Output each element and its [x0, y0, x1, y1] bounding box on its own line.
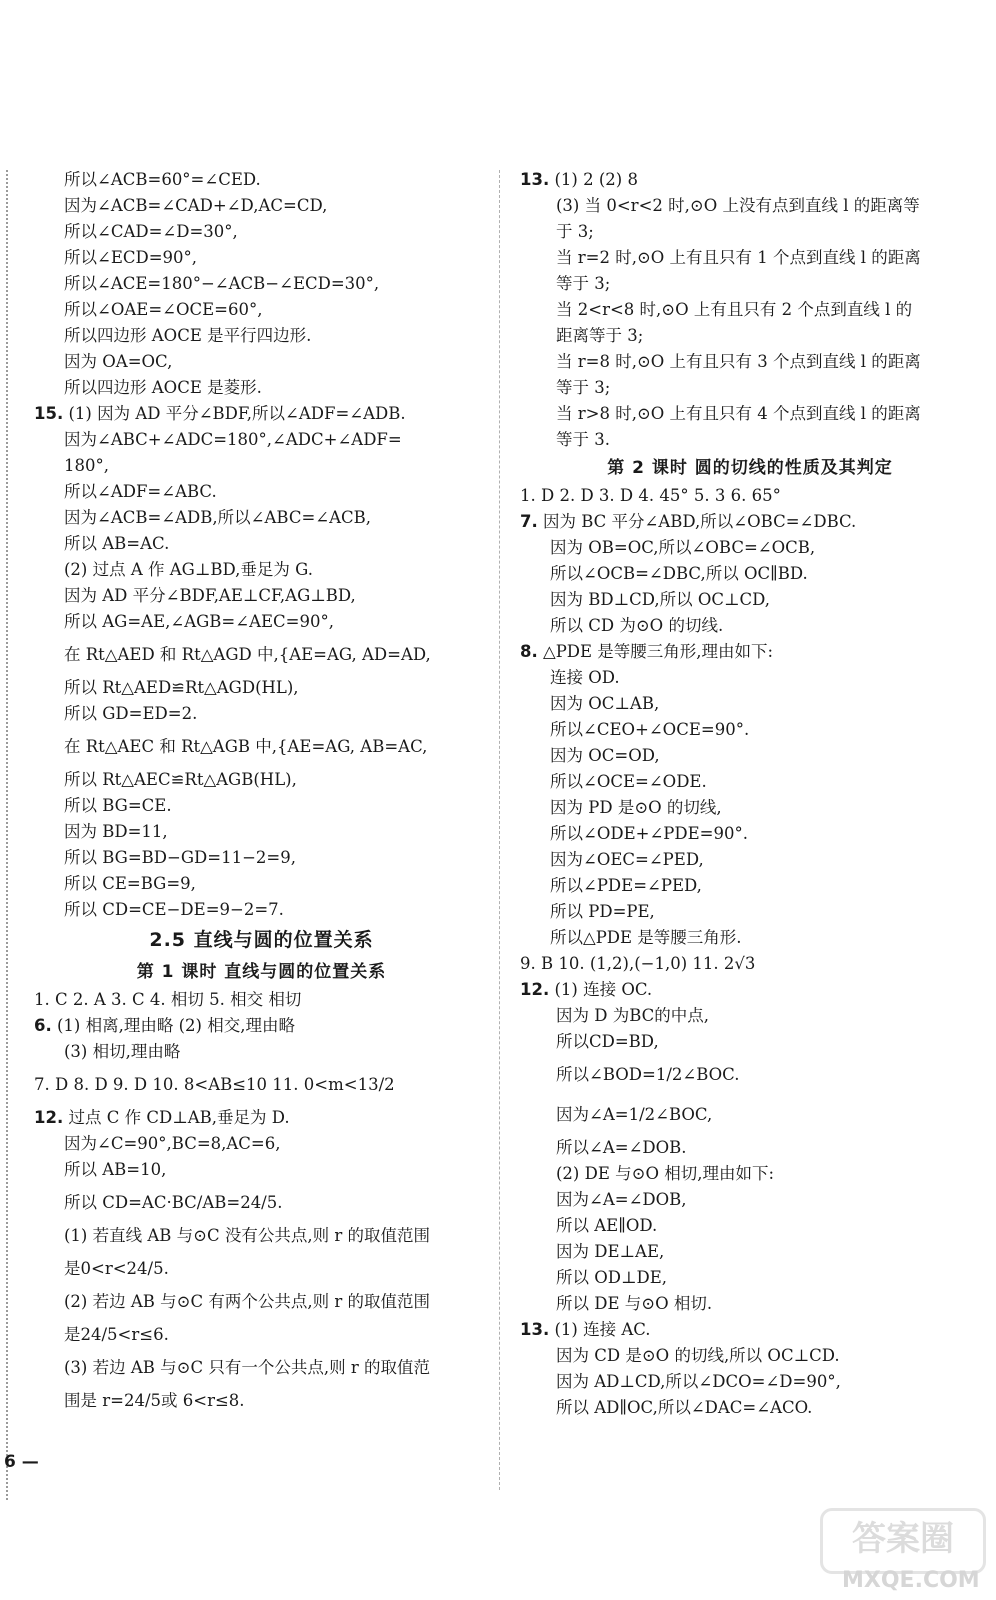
answer-line: [520, 1317, 980, 1343]
answer-line: [520, 1029, 980, 1055]
answer-line: [34, 727, 489, 767]
answer-text: 所以 BG=BD−GD=11−2=9,: [64, 848, 296, 867]
answer-line: [34, 1105, 489, 1131]
answer-line: [520, 691, 980, 717]
page-number: 6 —: [4, 1452, 39, 1472]
answer-line: [34, 675, 489, 701]
question-number: 12.: [520, 980, 550, 999]
answer-text: (3) 当 0<r<2 时,⊙O 上没有点到直线 l 的距离等: [556, 196, 920, 215]
answer-line: [34, 557, 489, 583]
answer-line: [34, 297, 489, 323]
question-number: 12.: [34, 1108, 64, 1127]
answer-text: 因为 CD 是⊙O 的切线,所以 OC⊥CD.: [556, 1346, 840, 1365]
answer-line: [520, 193, 980, 219]
answer-line: [520, 1055, 980, 1095]
answer-line: [34, 1039, 489, 1065]
answer-text: 所以 Rt△AED≌Rt△AGD(HL),: [64, 678, 299, 697]
answer-line: [520, 271, 980, 297]
answer-text: 是24/5<r≤6.: [64, 1325, 169, 1344]
answer-text: 1. C 2. A 3. C 4. 相切 5. 相交 相切: [34, 990, 302, 1009]
answer-text: 等于 3;: [556, 274, 611, 293]
binding-dotted-line: [6, 170, 8, 1500]
answer-text: 所以∠ACE=180°−∠ACB−∠ECD=30°,: [64, 274, 380, 293]
answer-text: 因为 AD⊥CD,所以∠DCO=∠D=90°,: [556, 1372, 841, 1391]
answer-line: [34, 323, 489, 349]
answer-line: [34, 505, 489, 531]
answer-line: [34, 1315, 489, 1355]
answer-text: 围是 r=24/5或 6<r≤8.: [64, 1391, 245, 1410]
answer-line: [520, 847, 980, 873]
answer-line: [520, 795, 980, 821]
answer-text: 所以∠ODE+∠PDE=90°.: [550, 824, 748, 843]
answer-line: [520, 349, 980, 375]
answer-line: [520, 1135, 980, 1161]
answer-line: [520, 401, 980, 427]
answer-text: 所以 CD=AC·BC/AB=24/5.: [64, 1193, 283, 1212]
answer-text: 因为 AD 平分∠BDF,AE⊥CF,AG⊥BD,: [64, 586, 356, 605]
answer-line: [520, 717, 980, 743]
answer-text: 所以 OD⊥DE,: [556, 1268, 668, 1287]
answer-line: [520, 1161, 980, 1187]
answer-line: [520, 587, 980, 613]
answer-line: [34, 219, 489, 245]
answer-text: 在 Rt△AEC 和 Rt△AGB 中,{AE=AG, AB=AC,: [64, 737, 428, 756]
answer-text: (1) 连接 AC.: [554, 1320, 651, 1339]
answer-line: [520, 1187, 980, 1213]
answer-line: [34, 987, 489, 1013]
answer-line: [34, 819, 489, 845]
answer-line: [520, 1291, 980, 1317]
answer-text: 等于 3.: [556, 430, 610, 449]
section-title: 2.5 直线与圆的位置关系: [149, 929, 374, 951]
watermark-logo: 答案圈: [820, 1508, 986, 1574]
answer-text: 所以 AG=AE,∠AGB=∠AEC=90°,: [64, 612, 334, 631]
answer-line: [34, 479, 489, 505]
answer-line: [520, 561, 980, 587]
answer-line: [520, 483, 980, 509]
answer-line: [520, 427, 980, 453]
answer-text: 过点 C 作 CD⊥AB,垂足为 D.: [68, 1108, 290, 1127]
answer-line: [34, 635, 489, 675]
answer-text: (3) 若边 AB 与⊙C 只有一个公共点,则 r 的取值范: [64, 1358, 430, 1377]
answer-text: 所以 AD∥OC,所以∠DAC=∠ACO.: [556, 1398, 813, 1417]
answer-line: [34, 349, 489, 375]
answer-line: [520, 1239, 980, 1265]
answer-line: [34, 1249, 489, 1289]
answer-line: [520, 613, 980, 639]
answer-line: [34, 271, 489, 297]
answer-text: 所以四边形 AOCE 是平行四边形.: [64, 326, 312, 345]
answer-line: [520, 297, 980, 323]
answer-text: 因为∠ACB=∠CAD+∠D,AC=CD,: [64, 196, 328, 215]
answer-text: 在 Rt△AED 和 Rt△AGD 中,{AE=AG, AD=AD,: [64, 645, 431, 664]
answer-text: 所以∠CEO+∠OCE=90°.: [550, 720, 750, 739]
answer-line: [34, 1355, 489, 1381]
answer-text: 因为∠C=90°,BC=8,AC=6,: [64, 1134, 281, 1153]
answer-text: 因为 OC=OD,: [550, 746, 660, 765]
answer-line: [34, 1157, 489, 1183]
answer-line: [34, 375, 489, 401]
answer-line: [520, 899, 980, 925]
answer-line: [520, 821, 980, 847]
answer-line: [34, 845, 489, 871]
answer-text: 所以 AB=AC.: [64, 534, 170, 553]
answer-line: [34, 793, 489, 819]
question-number: 7.: [520, 512, 538, 531]
answer-text: 所以 GD=ED=2.: [64, 704, 198, 723]
answer-text: (1) 若直线 AB 与⊙C 没有公共点,则 r 的取值范围: [64, 1226, 430, 1245]
answer-text: 所以∠ACB=60°=∠CED.: [64, 170, 261, 189]
watermark-url: MXQE.COM: [842, 1568, 980, 1593]
answer-text: 当 r=8 时,⊙O 上有且只有 3 个点到直线 l 的距离: [556, 352, 921, 371]
answer-line: [520, 639, 980, 665]
answer-text: 因为∠A=∠DOB,: [556, 1190, 687, 1209]
answer-line: [34, 1131, 489, 1157]
answer-text: 所以四边形 AOCE 是菱形.: [64, 378, 262, 397]
answer-line: [34, 609, 489, 635]
answer-line: [34, 1065, 489, 1105]
answer-text: 因为∠ACB=∠ADB,所以∠ABC=∠ACB,: [64, 508, 372, 527]
answer-line: [34, 427, 489, 453]
question-number: 15.: [34, 404, 64, 423]
answer-line: [34, 193, 489, 219]
left-column: [34, 167, 489, 1421]
answer-text: (2) 过点 A 作 AG⊥BD,垂足为 G.: [64, 560, 313, 579]
answer-line: [520, 1369, 980, 1395]
answer-text: (3) 相切,理由略: [64, 1042, 181, 1061]
answer-text: 所以∠A=∠DOB.: [556, 1138, 687, 1157]
answer-line: [520, 167, 980, 193]
answer-text: 所以∠ECD=90°,: [64, 248, 198, 267]
answer-line: [34, 1223, 489, 1249]
answer-text: 9. B 10. (1,2),(−1,0) 11. 2√3: [520, 954, 756, 973]
answer-line: [520, 375, 980, 401]
right-column: [520, 167, 980, 1421]
answer-text: 所以CD=BD,: [556, 1032, 659, 1051]
answer-text: 当 2<r<8 时,⊙O 上有且只有 2 个点到直线 l 的: [556, 300, 913, 319]
answer-line: [34, 897, 489, 923]
answer-line: [520, 1343, 980, 1369]
answer-line: [520, 873, 980, 899]
answer-text: 于 3;: [556, 222, 594, 241]
answer-text: 因为 OB=OC,所以∠OBC=∠OCB,: [550, 538, 816, 557]
left-column-lines: [34, 167, 489, 923]
answer-text: 当 r=2 时,⊙O 上有且只有 1 个点到直线 l 的距离: [556, 248, 921, 267]
answer-text: 所以 Rt△AEC≌Rt△AGB(HL),: [64, 770, 297, 789]
answer-line: [34, 531, 489, 557]
answer-text: 当 r>8 时,⊙O 上有且只有 4 个点到直线 l 的距离: [556, 404, 921, 423]
answer-text: 所以 AB=10,: [64, 1160, 167, 1179]
question-number: 6.: [34, 1016, 52, 1035]
question-number: 13.: [520, 170, 550, 189]
answer-line: [34, 767, 489, 793]
answer-line: [520, 769, 980, 795]
answer-line: [520, 1395, 980, 1421]
answer-text: 所以∠OCB=∠DBC,所以 OC∥BD.: [550, 564, 808, 583]
answer-line: [520, 1265, 980, 1291]
answer-line: [520, 535, 980, 561]
answer-text: 所以∠OAE=∠OCE=60°,: [64, 300, 263, 319]
answer-text: 是0<r<24/5.: [64, 1259, 169, 1278]
answer-text: 所以 PD=PE,: [550, 902, 655, 921]
right-column-lines-2: [520, 483, 980, 1421]
answer-text: (1) 2 (2) 8: [554, 170, 638, 189]
answer-text: 连接 OD.: [550, 668, 620, 687]
answer-line: [520, 665, 980, 691]
answer-line: [34, 1013, 489, 1039]
answer-text: 180°,: [64, 456, 109, 475]
answer-text: 所以△PDE 是等腰三角形.: [550, 928, 742, 947]
question-number: 13.: [520, 1320, 550, 1339]
answer-line: [34, 1381, 489, 1421]
answer-line: [520, 323, 980, 349]
answer-text: 所以 CD 为⊙O 的切线.: [550, 616, 724, 635]
answer-text: 因为∠A=1/2∠BOC,: [556, 1105, 713, 1124]
answer-text: 所以∠BOD=1/2∠BOC.: [556, 1065, 740, 1084]
answer-text: 所以 DE 与⊙O 相切.: [556, 1294, 713, 1313]
answer-line: [520, 1213, 980, 1239]
answer-text: 因为 BD=11,: [64, 822, 168, 841]
answer-line: [34, 701, 489, 727]
lesson1-title: 第 1 课时 直线与圆的位置关系: [136, 962, 387, 982]
answer-text: 因为∠OEC=∠PED,: [550, 850, 704, 869]
answer-line: [520, 509, 980, 535]
lesson2-title: 第 2 课时 圆的切线的性质及其判定: [607, 458, 893, 478]
answer-text: 1. D 2. D 3. D 4. 45° 5. 3 6. 65°: [520, 486, 781, 505]
answer-text: 所以 CD=CE−DE=9−2=7.: [64, 900, 284, 919]
answer-text: 因为 D 为BC的中点,: [556, 1006, 710, 1025]
answer-text: (2) 若边 AB 与⊙C 有两个公共点,则 r 的取值范围: [64, 1292, 430, 1311]
answer-text: 因为 OC⊥AB,: [550, 694, 660, 713]
answer-line: [520, 743, 980, 769]
answer-text: (2) DE 与⊙O 相切,理由如下:: [556, 1164, 775, 1183]
answer-line: [520, 977, 980, 1003]
answer-text: 所以∠CAD=∠D=30°,: [64, 222, 238, 241]
answer-line: [34, 1183, 489, 1223]
answer-line: [34, 583, 489, 609]
answer-text: 所以∠OCE=∠ODE.: [550, 772, 707, 791]
answer-line: [34, 1289, 489, 1315]
column-divider: [499, 170, 500, 1490]
left-column-lines-2: [34, 987, 489, 1421]
answer-text: 因为 BC 平分∠ABD,所以∠OBC=∠DBC.: [543, 512, 857, 531]
answer-text: △PDE 是等腰三角形,理由如下:: [543, 642, 774, 661]
answer-text: (1) 连接 OC.: [554, 980, 653, 999]
answer-text: 因为 DE⊥AE,: [556, 1242, 665, 1261]
answer-line: [520, 245, 980, 271]
right-column-lines: [520, 167, 980, 453]
answer-line: [34, 167, 489, 193]
answer-line: [520, 951, 980, 977]
answer-text: 距离等于 3;: [556, 326, 644, 345]
answer-text: 所以 CE=BG=9,: [64, 874, 196, 893]
answer-text: 因为∠ABC+∠ADC=180°,∠ADC+∠ADF=: [64, 430, 402, 449]
answer-text: 因为 OA=OC,: [64, 352, 173, 371]
answer-text: 所以 AE∥OD.: [556, 1216, 658, 1235]
answer-line: [520, 1003, 980, 1029]
answer-text: 因为 PD 是⊙O 的切线,: [550, 798, 722, 817]
answer-line: [520, 1095, 980, 1135]
answer-text: 7. D 8. D 9. D 10. 8<AB≤10 11. 0<m<13/2: [34, 1075, 395, 1094]
answer-text: 因为 BD⊥CD,所以 OC⊥CD,: [550, 590, 771, 609]
answer-line: [34, 245, 489, 271]
answer-line: [34, 453, 489, 479]
question-number: 8.: [520, 642, 538, 661]
answer-text: 所以 BG=CE.: [64, 796, 172, 815]
answer-line: [520, 219, 980, 245]
answer-text: (1) 相离,理由略 (2) 相交,理由略: [57, 1016, 295, 1035]
answer-text: 等于 3;: [556, 378, 611, 397]
answer-text: 所以∠ADF=∠ABC.: [64, 482, 217, 501]
answer-line: [34, 401, 489, 427]
answer-text: (1) 因为 AD 平分∠BDF,所以∠ADF=∠ADB.: [68, 404, 406, 423]
answer-line: [520, 925, 980, 951]
answer-line: [34, 871, 489, 897]
answer-text: 所以∠PDE=∠PED,: [550, 876, 702, 895]
